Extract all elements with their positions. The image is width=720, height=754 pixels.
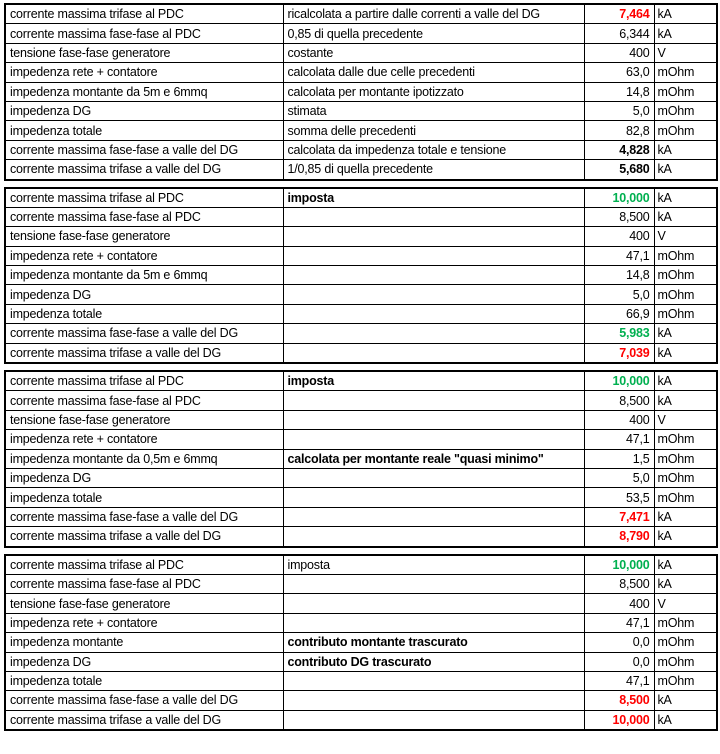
unit-cell[interactable]: V bbox=[654, 594, 717, 613]
table-row bbox=[5, 101, 717, 120]
note-cell[interactable]: calcolata dalle due celle precedenti bbox=[283, 63, 584, 82]
parameter-label-cell[interactable]: corrente massima trifase a valle del DG bbox=[5, 527, 283, 547]
table-row bbox=[5, 555, 717, 575]
table-row bbox=[5, 82, 717, 101]
table-row bbox=[5, 691, 717, 710]
value-cell[interactable]: 5,0 bbox=[584, 101, 654, 120]
table-row bbox=[5, 671, 717, 690]
note-cell[interactable] bbox=[283, 488, 584, 507]
note-cell[interactable] bbox=[283, 227, 584, 246]
unit-cell[interactable]: mOhm bbox=[654, 468, 717, 487]
calc-table-4 bbox=[4, 554, 718, 732]
value-cell[interactable]: 0,0 bbox=[584, 652, 654, 671]
unit-cell[interactable]: mOhm bbox=[654, 101, 717, 120]
unit-cell[interactable]: mOhm bbox=[654, 304, 717, 323]
unit-cell[interactable]: mOhm bbox=[654, 430, 717, 449]
table-row bbox=[5, 343, 717, 363]
table-row bbox=[5, 160, 717, 180]
unit-cell[interactable]: kA bbox=[654, 343, 717, 363]
note-cell[interactable]: 0,85 di quella precedente bbox=[283, 24, 584, 43]
unit-cell[interactable]: kA bbox=[654, 574, 717, 593]
table-row bbox=[5, 43, 717, 62]
table-row bbox=[5, 633, 717, 652]
table-row bbox=[5, 188, 717, 208]
unit-cell[interactable]: mOhm bbox=[654, 266, 717, 285]
unit-cell[interactable]: mOhm bbox=[654, 121, 717, 140]
unit-cell[interactable]: V bbox=[654, 227, 717, 246]
value-cell[interactable]: 1,5 bbox=[584, 449, 654, 468]
table-row bbox=[5, 4, 717, 24]
unit-cell[interactable]: mOhm bbox=[654, 63, 717, 82]
parameter-label-cell[interactable]: impedenza rete + contatore bbox=[5, 246, 283, 265]
unit-cell[interactable]: kA bbox=[654, 527, 717, 547]
table-row bbox=[5, 266, 717, 285]
note-cell[interactable] bbox=[283, 671, 584, 690]
value-cell[interactable]: 47,1 bbox=[584, 430, 654, 449]
parameter-label-cell[interactable]: impedenza DG bbox=[5, 652, 283, 671]
value-cell[interactable]: 53,5 bbox=[584, 488, 654, 507]
parameter-label-cell[interactable]: corrente massima trifase a valle del DG bbox=[5, 160, 283, 180]
note-cell[interactable]: calcolata per montante ipotizzato bbox=[283, 82, 584, 101]
note-cell[interactable] bbox=[283, 207, 584, 226]
value-cell[interactable]: 82,8 bbox=[584, 121, 654, 140]
parameter-label-cell[interactable]: corrente massima fase-fase a valle del DG bbox=[5, 691, 283, 710]
value-cell[interactable]: 7,039 bbox=[584, 343, 654, 363]
unit-cell[interactable]: mOhm bbox=[654, 671, 717, 690]
value-cell[interactable]: 10,000 bbox=[584, 710, 654, 730]
table-row bbox=[5, 594, 717, 613]
value-cell[interactable]: 10,000 bbox=[584, 188, 654, 208]
unit-cell[interactable]: mOhm bbox=[654, 246, 717, 265]
table-row bbox=[5, 410, 717, 429]
note-cell[interactable]: ricalcolata a partire dalle correnti a valle del DG bbox=[283, 4, 584, 24]
table-row bbox=[5, 304, 717, 323]
calc-table-3 bbox=[4, 370, 718, 548]
table-row bbox=[5, 371, 717, 391]
value-cell[interactable]: 400 bbox=[584, 227, 654, 246]
note-cell[interactable]: contributo montante trascurato bbox=[283, 633, 584, 652]
value-cell[interactable]: 6,344 bbox=[584, 24, 654, 43]
parameter-label-cell[interactable]: corrente massima fase-fase al PDC bbox=[5, 574, 283, 593]
unit-cell[interactable]: kA bbox=[654, 24, 717, 43]
unit-cell[interactable]: mOhm bbox=[654, 613, 717, 632]
value-cell[interactable]: 66,9 bbox=[584, 304, 654, 323]
parameter-label-cell[interactable]: corrente massima fase-fase a valle del DG bbox=[5, 140, 283, 159]
unit-cell[interactable]: kA bbox=[654, 710, 717, 730]
note-cell[interactable] bbox=[283, 468, 584, 487]
note-cell[interactable] bbox=[283, 527, 584, 547]
parameter-label-cell[interactable]: impedenza totale bbox=[5, 671, 283, 690]
note-cell[interactable] bbox=[283, 304, 584, 323]
note-cell[interactable] bbox=[283, 246, 584, 265]
table-row bbox=[5, 285, 717, 304]
value-cell[interactable]: 14,8 bbox=[584, 82, 654, 101]
parameter-label-cell[interactable]: impedenza totale bbox=[5, 304, 283, 323]
parameter-label-cell[interactable]: impedenza totale bbox=[5, 121, 283, 140]
table-row bbox=[5, 140, 717, 159]
parameter-label-cell[interactable]: tensione fase-fase generatore bbox=[5, 594, 283, 613]
parameter-label-cell[interactable]: impedenza rete + contatore bbox=[5, 613, 283, 632]
value-cell[interactable]: 47,1 bbox=[584, 246, 654, 265]
parameter-label-cell[interactable]: corrente massima trifase al PDC bbox=[5, 188, 283, 208]
value-cell[interactable]: 8,500 bbox=[584, 391, 654, 410]
value-cell[interactable]: 47,1 bbox=[584, 613, 654, 632]
note-cell[interactable]: imposta bbox=[283, 371, 584, 391]
unit-cell[interactable]: mOhm bbox=[654, 82, 717, 101]
parameter-label-cell[interactable]: corrente massima trifase a valle del DG bbox=[5, 343, 283, 363]
table-row bbox=[5, 574, 717, 593]
unit-cell[interactable]: kA bbox=[654, 207, 717, 226]
value-cell[interactable]: 8,500 bbox=[584, 574, 654, 593]
value-cell[interactable]: 47,1 bbox=[584, 671, 654, 690]
value-cell[interactable]: 14,8 bbox=[584, 266, 654, 285]
table-row bbox=[5, 24, 717, 43]
value-cell[interactable]: 4,828 bbox=[584, 140, 654, 159]
table-row bbox=[5, 507, 717, 526]
note-cell[interactable] bbox=[283, 343, 584, 363]
value-cell[interactable]: 400 bbox=[584, 594, 654, 613]
parameter-label-cell[interactable]: impedenza DG bbox=[5, 468, 283, 487]
unit-cell[interactable]: V bbox=[654, 410, 717, 429]
note-cell[interactable] bbox=[283, 266, 584, 285]
value-cell[interactable]: 400 bbox=[584, 43, 654, 62]
table-row bbox=[5, 63, 717, 82]
parameter-label-cell[interactable]: impedenza montante bbox=[5, 633, 283, 652]
unit-cell[interactable]: kA bbox=[654, 4, 717, 24]
note-cell[interactable] bbox=[283, 613, 584, 632]
value-cell[interactable]: 5,0 bbox=[584, 285, 654, 304]
note-cell[interactable]: costante bbox=[283, 43, 584, 62]
parameter-label-cell[interactable]: impedenza DG bbox=[5, 285, 283, 304]
note-cell[interactable]: calcolata per montante reale "quasi minimo" bbox=[283, 449, 584, 468]
parameter-label-cell[interactable]: corrente massima trifase al PDC bbox=[5, 555, 283, 575]
parameter-label-cell[interactable]: impedenza DG bbox=[5, 101, 283, 120]
note-cell[interactable]: stimata bbox=[283, 101, 584, 120]
value-cell[interactable]: 7,471 bbox=[584, 507, 654, 526]
unit-cell[interactable]: kA bbox=[654, 371, 717, 391]
note-cell[interactable]: somma delle precedenti bbox=[283, 121, 584, 140]
note-cell[interactable] bbox=[283, 410, 584, 429]
note-cell[interactable] bbox=[283, 594, 584, 613]
unit-cell[interactable]: kA bbox=[654, 140, 717, 159]
parameter-label-cell[interactable]: impedenza montante da 0,5m e 6mmq bbox=[5, 449, 283, 468]
parameter-label-cell[interactable]: corrente massima fase-fase al PDC bbox=[5, 207, 283, 226]
unit-cell[interactable]: kA bbox=[654, 507, 717, 526]
value-cell[interactable]: 7,464 bbox=[584, 4, 654, 24]
table-row bbox=[5, 207, 717, 226]
note-cell[interactable] bbox=[283, 710, 584, 730]
parameter-label-cell[interactable]: impedenza montante da 5m e 6mmq bbox=[5, 82, 283, 101]
unit-cell[interactable]: kA bbox=[654, 555, 717, 575]
table-row bbox=[5, 488, 717, 507]
unit-cell[interactable]: kA bbox=[654, 324, 717, 343]
parameter-label-cell[interactable]: corrente massima trifase al PDC bbox=[5, 4, 283, 24]
value-cell[interactable]: 400 bbox=[584, 410, 654, 429]
note-cell[interactable] bbox=[283, 391, 584, 410]
value-cell[interactable]: 8,790 bbox=[584, 527, 654, 547]
note-cell[interactable] bbox=[283, 430, 584, 449]
unit-cell[interactable]: mOhm bbox=[654, 633, 717, 652]
parameter-label-cell[interactable]: impedenza totale bbox=[5, 488, 283, 507]
table-row bbox=[5, 613, 717, 632]
unit-cell[interactable]: kA bbox=[654, 160, 717, 180]
table-row bbox=[5, 391, 717, 410]
note-cell[interactable] bbox=[283, 285, 584, 304]
table-row bbox=[5, 710, 717, 730]
note-cell[interactable] bbox=[283, 691, 584, 710]
value-cell[interactable]: 63,0 bbox=[584, 63, 654, 82]
table-row bbox=[5, 324, 717, 343]
parameter-label-cell[interactable]: tensione fase-fase generatore bbox=[5, 227, 283, 246]
note-cell[interactable]: imposta bbox=[283, 188, 584, 208]
note-cell[interactable]: imposta bbox=[283, 555, 584, 575]
unit-cell[interactable]: V bbox=[654, 43, 717, 62]
parameter-label-cell[interactable]: corrente massima trifase al PDC bbox=[5, 371, 283, 391]
value-cell[interactable]: 5,0 bbox=[584, 468, 654, 487]
value-cell[interactable]: 8,500 bbox=[584, 207, 654, 226]
parameter-label-cell[interactable]: corrente massima fase-fase a valle del DG bbox=[5, 324, 283, 343]
table-row bbox=[5, 121, 717, 140]
table-row bbox=[5, 449, 717, 468]
unit-cell[interactable]: kA bbox=[654, 691, 717, 710]
unit-cell[interactable]: mOhm bbox=[654, 449, 717, 468]
parameter-label-cell[interactable]: tensione fase-fase generatore bbox=[5, 410, 283, 429]
table-row bbox=[5, 527, 717, 547]
note-cell[interactable]: calcolata da impedenza totale e tensione bbox=[283, 140, 584, 159]
parameter-label-cell[interactable]: impedenza rete + contatore bbox=[5, 430, 283, 449]
value-cell[interactable]: 10,000 bbox=[584, 371, 654, 391]
table-row bbox=[5, 430, 717, 449]
table-row bbox=[5, 652, 717, 671]
calc-table-2 bbox=[4, 187, 718, 365]
note-cell[interactable] bbox=[283, 324, 584, 343]
table-row bbox=[5, 468, 717, 487]
note-cell[interactable]: contributo DG trascurato bbox=[283, 652, 584, 671]
parameter-label-cell[interactable]: corrente massima fase-fase al PDC bbox=[5, 24, 283, 43]
value-cell[interactable]: 0,0 bbox=[584, 633, 654, 652]
parameter-label-cell[interactable]: impedenza montante da 5m e 6mmq bbox=[5, 266, 283, 285]
value-cell[interactable]: 10,000 bbox=[584, 555, 654, 575]
unit-cell[interactable]: mOhm bbox=[654, 285, 717, 304]
unit-cell[interactable]: kA bbox=[654, 391, 717, 410]
unit-cell[interactable]: kA bbox=[654, 188, 717, 208]
value-cell[interactable]: 5,680 bbox=[584, 160, 654, 180]
value-cell[interactable]: 5,983 bbox=[584, 324, 654, 343]
parameter-label-cell[interactable]: corrente massima trifase a valle del DG bbox=[5, 710, 283, 730]
table-row bbox=[5, 246, 717, 265]
parameter-label-cell[interactable]: corrente massima fase-fase a valle del DG bbox=[5, 507, 283, 526]
parameter-label-cell[interactable]: tensione fase-fase generatore bbox=[5, 43, 283, 62]
value-cell[interactable]: 8,500 bbox=[584, 691, 654, 710]
note-cell[interactable] bbox=[283, 507, 584, 526]
note-cell[interactable] bbox=[283, 574, 584, 593]
parameter-label-cell[interactable]: corrente massima fase-fase al PDC bbox=[5, 391, 283, 410]
note-cell[interactable]: 1/0,85 di quella precedente bbox=[283, 160, 584, 180]
unit-cell[interactable]: mOhm bbox=[654, 488, 717, 507]
unit-cell[interactable]: mOhm bbox=[654, 652, 717, 671]
table-row bbox=[5, 227, 717, 246]
parameter-label-cell[interactable]: impedenza rete + contatore bbox=[5, 63, 283, 82]
calc-table-1 bbox=[4, 3, 718, 181]
